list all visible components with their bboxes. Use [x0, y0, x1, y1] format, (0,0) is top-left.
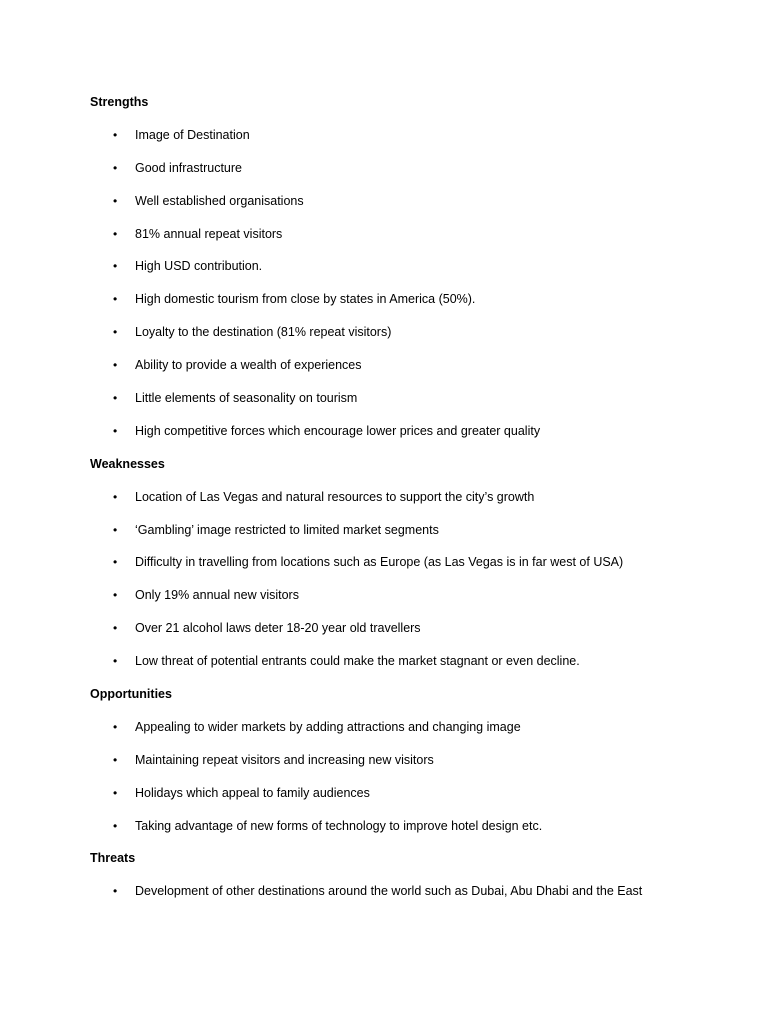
- bullet-icon: •: [113, 621, 118, 636]
- bullet-icon: •: [113, 588, 118, 603]
- list-item-text: Location of Las Vegas and natural resources to support the city’s growth: [135, 489, 535, 504]
- list-item-text: High competitive forces which encourage lower prices and greater quality: [135, 423, 541, 438]
- list-item: [90, 717, 690, 737]
- list-item: [90, 158, 690, 178]
- list-item-text: Image of Destination: [135, 127, 250, 142]
- list-item-text: Ability to provide a wealth of experiences: [135, 358, 362, 373]
- section-heading: Opportunities: [90, 687, 172, 702]
- list-item-text: Good infrastructure: [135, 160, 242, 175]
- bullet-icon: •: [113, 719, 118, 734]
- bullet-list: [90, 487, 690, 671]
- section-heading: Threats: [90, 851, 136, 866]
- bullet-icon: •: [113, 522, 118, 537]
- list-item-text: Difficulty in travelling from locations such as Europe (as Las Vegas is in far west of USA): [135, 555, 624, 570]
- bullet-icon: •: [113, 193, 118, 208]
- bullet-icon: •: [113, 884, 118, 899]
- bullet-icon: •: [113, 358, 118, 373]
- list-item: [90, 520, 690, 540]
- bullet-icon: •: [113, 752, 118, 767]
- list-item: [90, 750, 690, 770]
- list-item: [90, 585, 690, 605]
- section-heading: Strengths: [90, 95, 149, 109]
- section-threats: [90, 848, 690, 901]
- list-item: [90, 552, 690, 572]
- bullet-icon: •: [113, 259, 118, 274]
- bullet-icon: •: [113, 325, 118, 340]
- list-item: [90, 125, 690, 145]
- list-item-text: Over 21 alcohol laws deter 18-20 year old travellers: [135, 621, 421, 636]
- bullet-list: [90, 125, 690, 441]
- list-item: [90, 421, 690, 441]
- list-item: [90, 618, 690, 638]
- list-item-text: Holidays which appeal to family audiences: [135, 785, 370, 800]
- list-item-text: Low threat of potential entrants could make the market stagnant or even decline.: [135, 654, 580, 669]
- bullet-icon: •: [113, 423, 118, 438]
- list-item-text: Loyalty to the destination (81% repeat visitors): [135, 325, 392, 340]
- bullet-icon: •: [113, 818, 118, 833]
- list-item-text: ‘Gambling’ image restricted to limited market segments: [135, 522, 439, 537]
- list-item-text: High USD contribution.: [135, 259, 263, 274]
- list-item-text: 81% annual repeat visitors: [135, 226, 283, 241]
- list-item: [90, 322, 690, 342]
- bullet-icon: •: [113, 555, 118, 570]
- list-item: [90, 388, 690, 408]
- section-heading: Weaknesses: [90, 456, 165, 471]
- list-item: [90, 191, 690, 211]
- list-item-text: Development of other destinations around the world such as Dubai, Abu Dhabi and the East: [135, 884, 643, 899]
- bullet-icon: •: [113, 127, 118, 142]
- list-item: [90, 783, 690, 803]
- list-item: [90, 487, 690, 507]
- bullet-icon: •: [113, 785, 118, 800]
- list-item: [90, 651, 690, 671]
- bullet-icon: •: [113, 391, 118, 406]
- bullet-icon: •: [113, 292, 118, 307]
- list-item: [90, 355, 690, 375]
- list-item-text: Little elements of seasonality on tourism: [135, 391, 358, 406]
- bullet-icon: •: [113, 654, 118, 669]
- list-item: [90, 289, 690, 309]
- swot-content: [90, 92, 690, 901]
- list-item-text: Taking advantage of new forms of technology to improve hotel design etc.: [135, 818, 543, 833]
- list-item-text: High domestic tourism from close by states in America (50%).: [135, 292, 476, 307]
- list-item: [90, 881, 690, 901]
- list-item-text: Well established organisations: [135, 193, 304, 208]
- list-item-text: Maintaining repeat visitors and increasing new visitors: [135, 752, 434, 767]
- section-opportunities: [90, 684, 690, 836]
- bullet-list: [90, 881, 690, 901]
- bullet-icon: •: [113, 160, 118, 175]
- bullet-list: [90, 717, 690, 836]
- list-item: [90, 224, 690, 244]
- list-item-text: Appealing to wider markets by adding attractions and changing image: [135, 719, 521, 734]
- section-strengths: [90, 92, 690, 441]
- bullet-icon: •: [113, 489, 118, 504]
- list-item: [90, 256, 690, 276]
- section-weaknesses: [90, 454, 690, 671]
- bullet-icon: •: [113, 226, 118, 241]
- list-item: [90, 816, 690, 836]
- list-item-text: Only 19% annual new visitors: [135, 588, 299, 603]
